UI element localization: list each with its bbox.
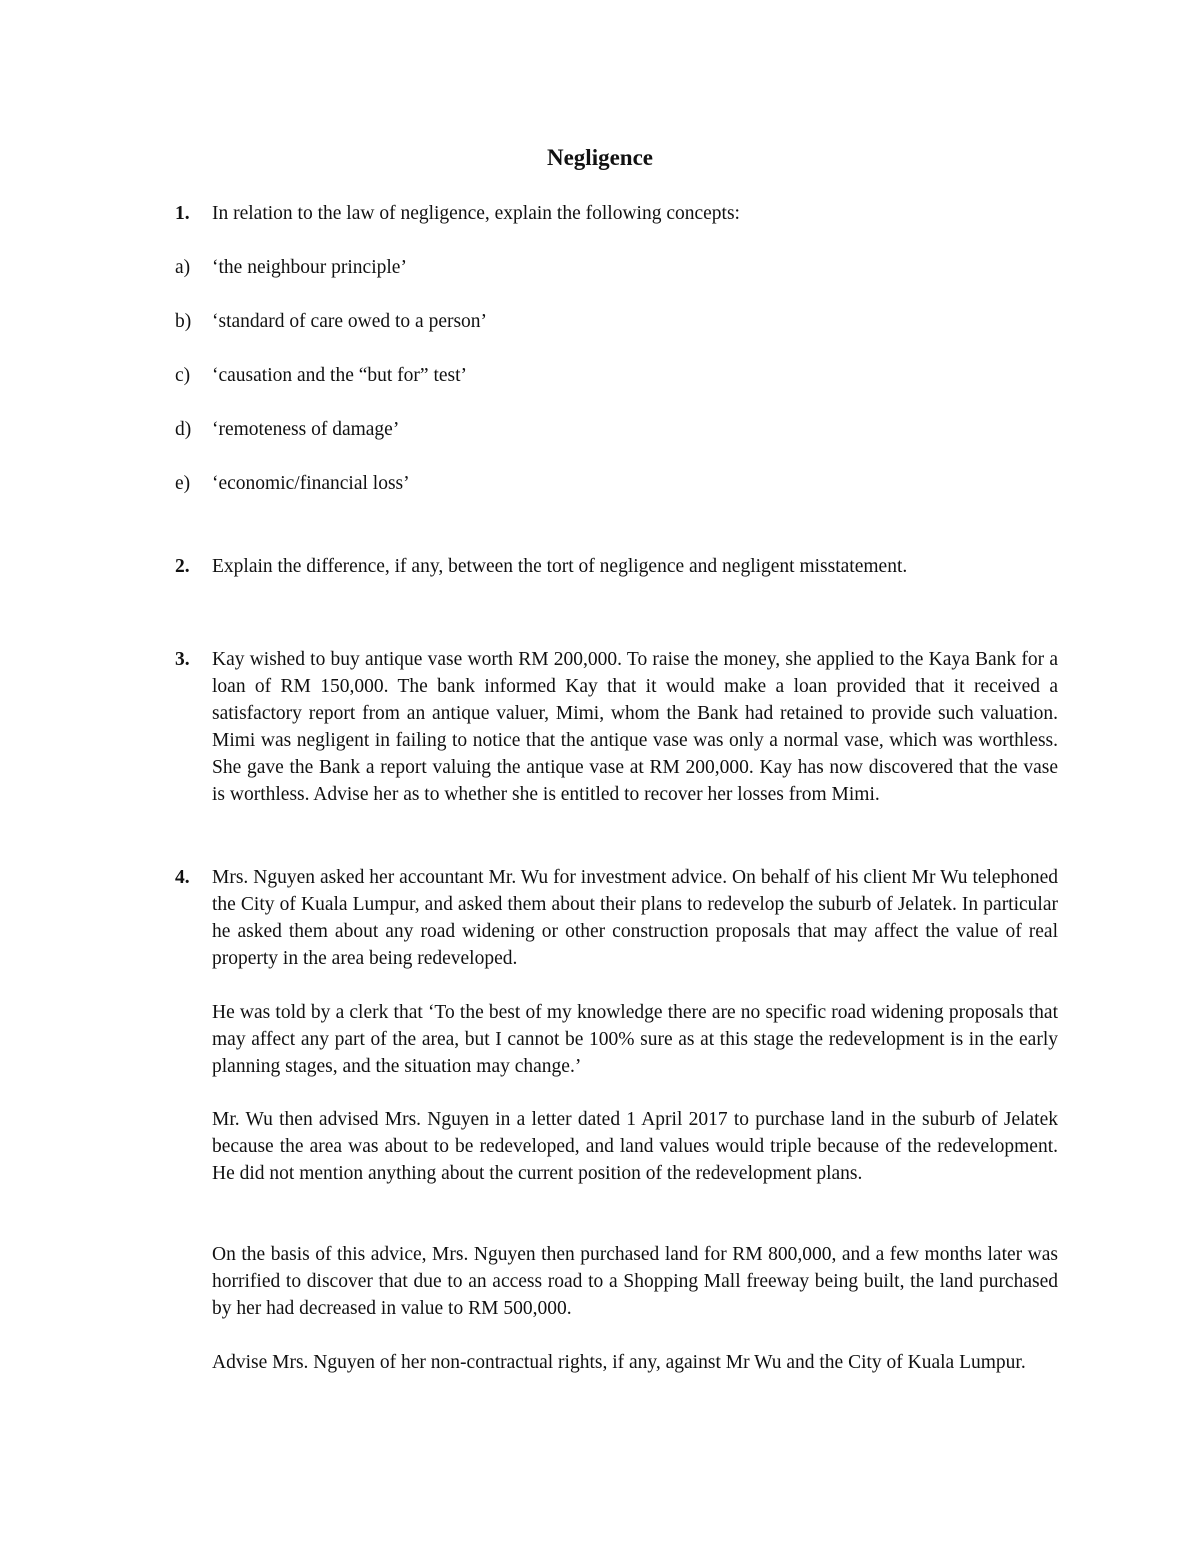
question-4-paragraph-2: He was told by a clerk that ‘To the best of my knowledge there are no specific road widening proposals that may affect any part of the area, but I cannot be 100% sure as at this stage the redevelopment is in the early planning stages, and the situation may change.’: [212, 1002, 1058, 1077]
question-1-item-e-label: e): [175, 473, 191, 494]
question-1-item-b-label: b): [175, 311, 192, 332]
question-1-item-c-label: c): [175, 365, 191, 386]
page-title: Negligence: [546, 145, 653, 170]
question-1-number: 1.: [175, 203, 190, 224]
question-4-paragraph-5: Advise Mrs. Nguyen of her non-contractual rights, if any, against Mr Wu and the City of Kuala Lumpur.: [212, 1352, 1026, 1373]
question-4-number: 4.: [175, 867, 190, 888]
question-1-text: In relation to the law of negligence, explain the following concepts:: [212, 203, 740, 224]
question-1-item-c-text: ‘causation and the “but for” test’: [212, 365, 468, 386]
question-3-text: Kay wished to buy antique vase worth RM 200,000. To raise the money, she applied to the Kaya Bank for a loan of RM 150,000. The bank informed Kay that it would make a loan provided that it received a satisfactory report from an antique valuer, Mimi, whom the Bank had retained to provide such valuation. Mimi was negligent in failing to notice that the antique vase was only a normal vase, which was worthless. She gave the Bank a report valuing the antique vase at RM 200,000. Kay has now discovered that the vase is worthless. Advise her as to whether she is entitled to recover her losses from Mimi.: [212, 649, 1058, 805]
question-3-number: 3.: [175, 649, 190, 670]
question-1-item-d-label: d): [175, 419, 192, 440]
question-4-paragraph-1: Mrs. Nguyen asked her accountant Mr. Wu for investment advice. On behalf of his client Mr Wu telephoned the City of Kuala Lumpur, and asked them about their plans to redevelop the suburb of Jelatek. In particular he asked them about any road widening or other construction proposals that may affect the value of real property in the area being redeveloped.: [212, 867, 1058, 969]
question-1-item-a-label: a): [175, 257, 191, 278]
question-1-item-e-text: ‘economic/financial loss’: [212, 473, 410, 494]
question-2-text: Explain the difference, if any, between the tort of negligence and negligent misstatement.: [212, 556, 908, 577]
question-1-item-a-text: ‘the neighbour principle’: [212, 257, 407, 278]
question-4-paragraph-4: On the basis of this advice, Mrs. Nguyen then purchased land for RM 800,000, and a few months later was horrified to discover that due to an access road to a Shopping Mall freeway being built, the land purchased by her had decreased in value to RM 500,000.: [212, 1244, 1058, 1319]
question-4-paragraph-3: Mr. Wu then advised Mrs. Nguyen in a letter dated 1 April 2017 to purchase land in the suburb of Jelatek because the area was about to be redeveloped, and land values would triple because of the redevelopment. He did not mention anything about the current position of the redevelopment plans.: [212, 1109, 1058, 1184]
question-2-number: 2.: [175, 556, 190, 577]
question-1-item-b-text: ‘standard of care owed to a person’: [212, 311, 488, 332]
question-1-item-d-text: ‘remoteness of damage’: [212, 419, 400, 440]
